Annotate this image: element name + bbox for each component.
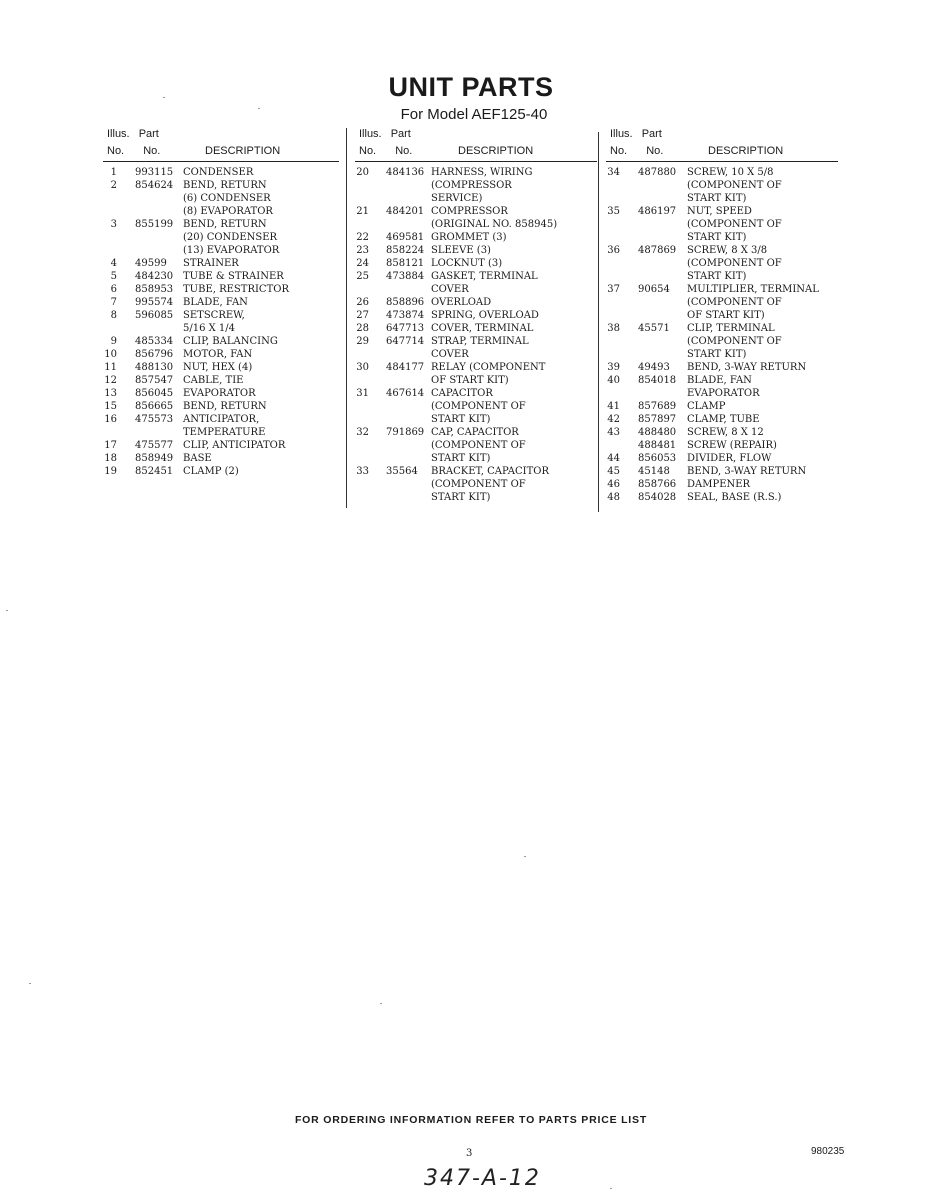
part-no: 647713 [386,323,425,334]
part-no: 484177 [386,362,425,373]
part-description: GASKET, TERMINAL [431,271,538,282]
description-label: DESCRIPTION [458,145,534,157]
no-label: No. [646,145,664,157]
ordering-info-footer: FOR ORDERING INFORMATION REFER TO PARTS PRICE LIST [294,1114,648,1126]
no-label: No. [107,145,125,157]
illus-no: 42 [607,414,620,425]
part-description: (COMPONENT OF [431,479,526,490]
part-description: SCREW, 8 X 3/8 [687,245,768,256]
part-description: COMPRESSOR [431,206,508,217]
illus-no: 1 [110,167,117,178]
page-number: 3 [466,1148,473,1159]
part-label: Part [390,128,411,140]
part-no: 473874 [386,310,425,321]
illus-no: 26 [356,297,369,308]
part-description: EVAPORATOR [687,388,760,399]
illus-no: 7 [110,297,117,308]
scan-speck [29,983,31,984]
part-no: 856796 [135,349,174,360]
model-subtitle: For Model AEF125-40 [400,106,548,123]
illus-no: 17 [104,440,117,451]
part-description: START KIT) [431,414,491,425]
scan-speck [6,610,8,611]
part-description: MULTIPLIER, TERMINAL [687,284,819,295]
illus-no: 6 [110,284,117,295]
no-label: No. [395,145,413,157]
part-description: SCREW (REPAIR) [687,440,777,451]
part-description: CLIP, ANTICIPATOR [183,440,286,451]
part-description: BEND, RETURN [183,180,267,191]
illus-no: 10 [104,349,117,360]
illus-no: 31 [356,388,369,399]
illus-no: 35 [607,206,620,217]
part-no: 857689 [638,401,677,412]
part-description: 5/16 X 1/4 [183,323,236,334]
column-header [107,128,342,162]
part-no: 856053 [638,453,677,464]
part-description: OVERLOAD [431,297,492,308]
column-divider [598,132,599,512]
part-description: (6) CONDENSER [183,193,271,204]
part-no: 49493 [638,362,670,373]
illus-no: 4 [110,258,117,269]
part-label: Part [138,128,159,140]
illus-no: 2 [110,180,117,191]
part-description: NUT, SPEED [687,206,752,217]
part-no: 858224 [386,245,425,256]
illus-no: 44 [607,453,620,464]
column-header [359,128,604,162]
part-no: 475573 [135,414,174,425]
scan-speck [380,1003,382,1004]
part-description: CLIP, TERMINAL [687,323,775,334]
part-description: TUBE, RESTRICTOR [183,284,289,295]
part-description: CLAMP, TUBE [687,414,760,425]
part-no: 90654 [638,284,670,295]
illus-no: 23 [356,245,369,256]
illus-no: 41 [607,401,620,412]
scan-speck [163,97,165,98]
part-description: COVER [431,284,469,295]
illus-no: 32 [356,427,369,438]
part-description: MOTOR, FAN [183,349,253,360]
part-no: 858766 [638,479,677,490]
part-description: STRAP, TERMINAL [431,336,529,347]
illus-label: Illus. [359,128,382,140]
part-no: 854624 [135,180,174,191]
part-description: OF START KIT) [431,375,509,386]
part-description: BEND, RETURN [183,401,267,412]
part-no: 484136 [386,167,425,178]
description-label: DESCRIPTION [205,145,281,157]
illus-no: 21 [356,206,369,217]
part-description: BEND, 3-WAY RETURN [687,466,807,477]
part-description: CABLE, TIE [183,375,244,386]
part-description: START KIT) [687,349,747,360]
part-no: 857547 [135,375,174,386]
illus-no: 16 [104,414,117,425]
part-description: (COMPONENT OF [687,219,782,230]
part-no: 993115 [135,167,174,178]
illus-no: 20 [356,167,369,178]
no-label: No. [359,145,377,157]
part-no: 647714 [386,336,425,347]
part-no: 995574 [135,297,174,308]
part-no: 858121 [386,258,425,269]
header-row-1 [359,128,411,140]
part-description: (20) CONDENSER [183,232,278,243]
part-no: 487880 [638,167,677,178]
part-description: (COMPONENT OF [687,336,782,347]
part-no: 858953 [135,284,174,295]
part-no: 791869 [386,427,425,438]
part-no: 854028 [638,492,677,503]
part-description: SEAL, BASE (R.S.) [687,492,782,503]
part-description: BEND, 3-WAY RETURN [687,362,807,373]
header-rule [606,161,838,162]
part-description: LOCKNUT (3) [431,258,503,269]
part-description: ANTICIPATOR, [183,414,260,425]
no-label: No. [610,145,628,157]
part-no: 45571 [638,323,670,334]
header-row-2 [107,145,160,157]
part-description: EVAPORATOR [183,388,256,399]
illus-no: 19 [104,466,117,477]
illus-no: 39 [607,362,620,373]
part-description: DIVIDER, FLOW [687,453,772,464]
part-description: TEMPERATURE [183,427,266,438]
part-description: CONDENSER [183,167,254,178]
part-description: GROMMET (3) [431,232,507,243]
header-row-2 [610,145,663,157]
illus-no: 24 [356,258,369,269]
part-description: (COMPONENT OF [431,401,526,412]
illus-no: 3 [110,219,117,230]
part-no: 484230 [135,271,174,282]
illus-label: Illus. [107,128,130,140]
part-description: OF START KIT) [687,310,765,321]
part-no: 35564 [386,466,418,477]
illus-no: 45 [607,466,620,477]
header-row-2 [359,145,412,157]
illus-no: 18 [104,453,117,464]
part-no: 488481 [638,440,677,451]
header-rule [103,161,339,162]
part-no: 856665 [135,401,174,412]
part-description: COVER [431,349,469,360]
parts-column-2 [356,128,604,503]
parts-column-3 [607,128,840,503]
header-row-1 [107,128,159,140]
part-description: (COMPONENT OF [687,297,782,308]
part-description: SCREW, 10 X 5/8 [687,167,774,178]
part-description: (8) EVAPORATOR [183,206,273,217]
header-row-1 [610,128,662,140]
part-no: 856045 [135,388,174,399]
part-description: SETSCREW, [183,310,245,321]
part-description: START KIT) [687,271,747,282]
illus-no: 27 [356,310,369,321]
illus-no: 22 [356,232,369,243]
part-description: CLIP, BALANCING [183,336,278,347]
part-no: 45148 [638,466,670,477]
part-no: 49599 [135,258,167,269]
illus-no: 46 [607,479,620,490]
part-description: (COMPRESSOR [431,180,512,191]
part-no: 487869 [638,245,677,256]
part-description: SCREW, 8 X 12 [687,427,764,438]
part-no: 854018 [638,375,677,386]
illus-no: 30 [356,362,369,373]
illus-no: 15 [104,401,117,412]
part-no: 858896 [386,297,425,308]
illus-no: 29 [356,336,369,347]
illus-no: 43 [607,427,620,438]
description-label: DESCRIPTION [708,145,784,157]
column-header [610,128,840,162]
part-description: (COMPONENT OF [431,440,526,451]
part-description: SERVICE) [431,193,483,204]
illus-no: 40 [607,375,620,386]
illus-no: 34 [607,167,620,178]
illus-no: 11 [104,362,117,373]
header-rule [355,161,597,162]
part-description: CLAMP [687,401,726,412]
part-description: RELAY (COMPONENT [431,362,546,373]
part-no: 469581 [386,232,425,243]
part-description: BEND, RETURN [183,219,267,230]
part-description: (COMPONENT OF [687,180,782,191]
part-description: (COMPONENT OF [687,258,782,269]
part-description: START KIT) [431,453,491,464]
column-divider [346,128,347,508]
part-no: 473884 [386,271,425,282]
part-description: BLADE, FAN [183,297,248,308]
part-no: 485334 [135,336,174,347]
part-description: CAPACITOR [431,388,493,399]
scan-speck [610,1188,612,1189]
illus-no: 33 [356,466,369,477]
illus-label: Illus. [610,128,633,140]
handwritten-note: 347-A-12 [424,1166,541,1191]
illus-no: 28 [356,323,369,334]
part-description: START KIT) [687,193,747,204]
part-description: CLAMP (2) [183,466,239,477]
no-label: No. [143,145,161,157]
part-no: 852451 [135,466,174,477]
illus-no: 36 [607,245,620,256]
part-no: 486197 [638,206,677,217]
part-description: (ORIGINAL NO. 858945) [431,219,558,230]
part-description: START KIT) [687,232,747,243]
part-no: 488130 [135,362,174,373]
illus-no: 25 [356,271,369,282]
part-description: (13) EVAPORATOR [183,245,280,256]
part-description: BASE [183,453,212,464]
illus-no: 9 [110,336,117,347]
page-title: UNIT PARTS [388,72,554,102]
illus-no: 48 [607,492,620,503]
scan-speck [258,108,260,109]
part-no: 858949 [135,453,174,464]
part-description: SLEEVE (3) [431,245,491,256]
part-description: DAMPENER [687,479,751,490]
part-description: BLADE, FAN [687,375,752,386]
part-label: Part [641,128,662,140]
part-description: HARNESS, WIRING [431,167,533,178]
part-description: COVER, TERMINAL [431,323,534,334]
parts-column-1 [104,128,342,477]
part-description: TUBE & STRAINER [183,271,284,282]
part-description: START KIT) [431,492,491,503]
part-description: SPRING, OVERLOAD [431,310,539,321]
part-no: 475577 [135,440,174,451]
part-no: 484201 [386,206,425,217]
illus-no: 13 [104,388,117,399]
scan-speck [524,856,526,857]
part-description: CAP, CAPACITOR [431,427,519,438]
part-description: STRAINER [183,258,239,269]
illus-no: 37 [607,284,620,295]
part-no: 596085 [135,310,174,321]
part-no: 857897 [638,414,677,425]
part-no: 467614 [386,388,425,399]
illus-no: 8 [110,310,117,321]
illus-no: 12 [104,375,117,386]
illus-no: 38 [607,323,620,334]
part-no: 855199 [135,219,174,230]
illus-no: 5 [110,271,117,282]
part-description: BRACKET, CAPACITOR [431,466,549,477]
part-no: 488480 [638,427,677,438]
part-description: NUT, HEX (4) [183,362,253,373]
document-number: 980235 [811,1146,845,1157]
